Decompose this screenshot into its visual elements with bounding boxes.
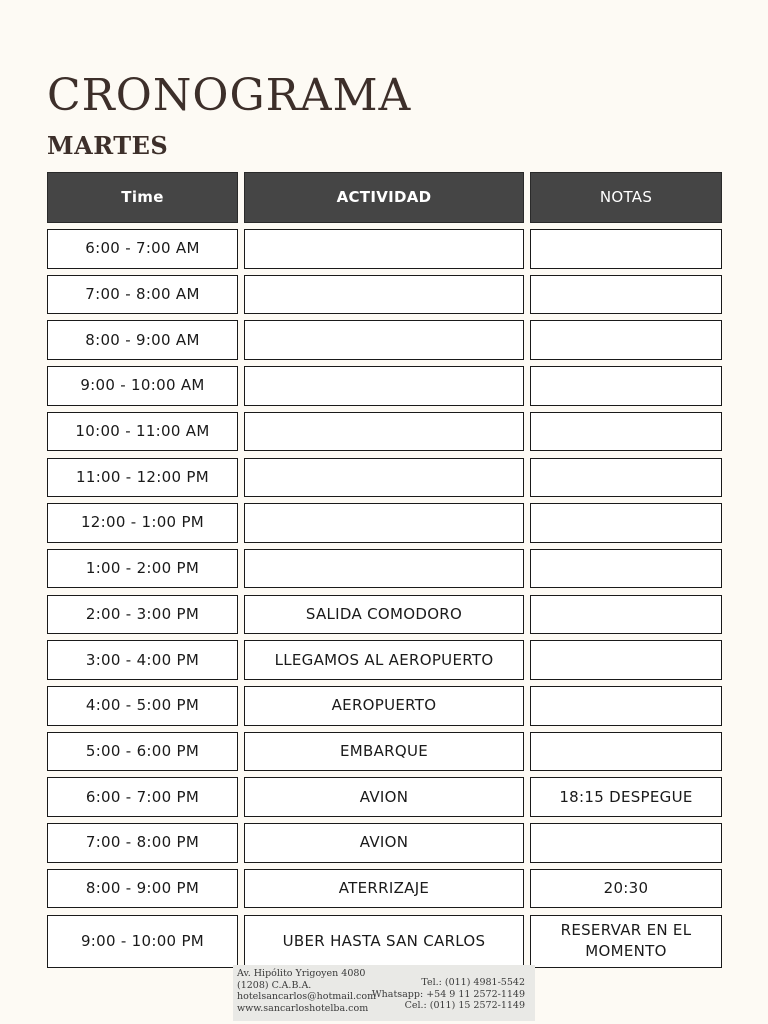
time-cell: 10:00 - 11:00 AM <box>47 412 238 452</box>
hotel-phone-block <box>372 977 525 1012</box>
time-cell: 3:00 - 4:00 PM <box>47 640 238 680</box>
activity-cell: AVION <box>244 823 524 863</box>
time-cell: 4:00 - 5:00 PM <box>47 686 238 726</box>
notes-cell: 20:30 <box>530 869 722 909</box>
hotel-whatsapp: Whatsapp: +54 9 11 2572-1149 <box>371 988 525 1000</box>
notes-cell <box>530 686 722 726</box>
column-header-time: Time <box>47 172 238 223</box>
hotel-address-block <box>237 968 376 1014</box>
activity-cell <box>244 503 524 543</box>
time-cell: 11:00 - 12:00 PM <box>47 458 238 498</box>
time-cell: 7:00 - 8:00 PM <box>47 823 238 863</box>
time-cell: 12:00 - 1:00 PM <box>47 503 238 543</box>
hotel-address-line1: Av. Hipólito Yrigoyen 4080 <box>237 968 366 979</box>
notes-cell <box>530 503 722 543</box>
activity-cell <box>244 366 524 406</box>
activity-cell <box>244 412 524 452</box>
activity-cell: UBER HASTA SAN CARLOS <box>244 915 524 968</box>
hotel-address-line2: (1208) C.A.B.A. <box>237 979 312 991</box>
day-subtitle: MARTES <box>47 131 169 160</box>
hotel-cel: Cel.: (011) 15 2572-1149 <box>404 1000 525 1011</box>
time-cell: 7:00 - 8:00 AM <box>47 275 238 315</box>
time-cell: 9:00 - 10:00 AM <box>47 366 238 406</box>
time-cell: 8:00 - 9:00 AM <box>47 320 238 360</box>
page-title: CRONOGRAMA <box>47 70 412 121</box>
activity-cell <box>244 320 524 360</box>
time-cell: 6:00 - 7:00 AM <box>47 229 238 269</box>
activity-cell <box>244 229 524 269</box>
time-cell: 5:00 - 6:00 PM <box>47 732 238 772</box>
notes-cell: 18:15 DESPEGUE <box>530 777 722 817</box>
time-cell: 6:00 - 7:00 PM <box>47 777 238 817</box>
notes-cell <box>530 229 722 269</box>
time-cell: 2:00 - 3:00 PM <box>47 595 238 635</box>
hotel-contact-card <box>233 965 535 1021</box>
notes-cell <box>530 732 722 772</box>
notes-cell <box>530 275 722 315</box>
column-header-notes: NOTAS <box>530 172 722 223</box>
activity-cell <box>244 549 524 589</box>
activity-cell: LLEGAMOS AL AEROPUERTO <box>244 640 524 680</box>
column-header-activity: ACTIVIDAD <box>244 172 524 223</box>
time-cell: 9:00 - 10:00 PM <box>47 915 238 968</box>
activity-cell: ATERRIZAJE <box>244 869 524 909</box>
notes-cell <box>530 458 722 498</box>
activity-cell: SALIDA COMODORO <box>244 595 524 635</box>
hotel-tel: Tel.: (011) 4981-5542 <box>421 977 525 988</box>
hotel-email: hotelsancarlos@hotmail.com <box>237 991 377 1002</box>
time-cell: 1:00 - 2:00 PM <box>47 549 238 589</box>
notes-cell <box>530 640 722 680</box>
activity-cell: AEROPUERTO <box>244 686 524 726</box>
notes-cell <box>530 595 722 635</box>
time-cell: 8:00 - 9:00 PM <box>47 869 238 909</box>
activity-cell <box>244 458 524 498</box>
activity-cell: EMBARQUE <box>244 732 524 772</box>
notes-cell <box>530 412 722 452</box>
hotel-website: www.sancarloshotelba.com <box>237 1002 369 1014</box>
notes-cell <box>530 320 722 360</box>
activity-cell <box>244 275 524 315</box>
notes-cell <box>530 366 722 406</box>
activity-cell: AVION <box>244 777 524 817</box>
notes-cell <box>530 549 722 589</box>
notes-cell: RESERVAR EN EL MOMENTO <box>530 915 722 968</box>
notes-cell <box>530 823 722 863</box>
